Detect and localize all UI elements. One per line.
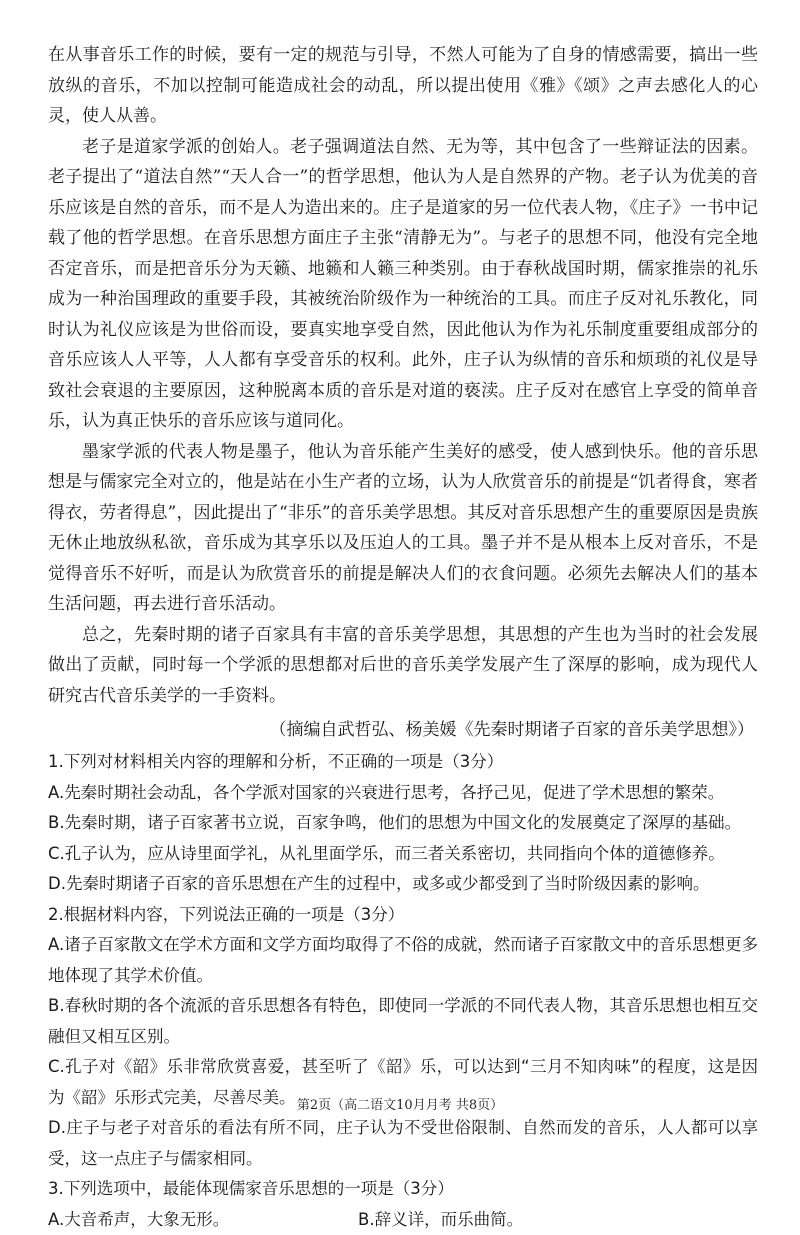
question-1-option-d: D.先秦时期诸子百家的音乐思想在产生的过程中，或多或少都受到了当时阶级因素的影响。 [48,869,758,900]
question-1-option-c: C.孔子认为，应从诗里面学礼，从礼里面学乐，而三者关系密切，共同指向个体的道德修养。 [48,839,758,870]
passage-paragraph-laozi-zhuangzi: 老子是道家学派的创始人。老子强调道法自然、无为等，其中包含了一些辩证法的因素。老子提出了“道法自然”“天人合一”的哲学思想，他认为人是自然界的产物。老子认为优美的音乐应该是自然的音乐，而不是人为造出来的。庄子是道家的另一位代表人物，《庄子》一书中记载了他的哲学思想。在音乐思想方面庄子主张“清静无为”。与老子的思想不同，他没有完全地否定音乐，而是把音乐分为天籁、地籁和人籁三种类别。由于春秋战国时期，儒家推崇的礼乐成为一种治国理政的重要手段，其被统治阶级作为一种统治的工具。而庄子反对礼乐教化，同时认为礼仪应该是为世俗而设，要真实地享受自然，因此他认为作为礼乐制度重要组成部分的音乐应该人人平等，人人都有享受音乐的权利。此外，庄子认为纵情的音乐和烦琐的礼仪是导致社会衰退的主要原因，这种脱离本质的音乐是对道的亵渎。庄子反对在感官上享受的简单音乐，认为真正快乐的音乐应该与道同化。 [48,132,758,437]
question-2-option-b: B.春秋时期的各个流派的音乐思想各有特色，即使同一学派的不同代表人物，其音乐思想也相互交融但又相互区别。 [48,991,758,1052]
passage-paragraph-mozi: 墨家学派的代表人物是墨子，他认为音乐能产生美好的感受，使人感到快乐。他的音乐思想是与儒家完全对立的，他是站在小生产者的立场，认为人欣赏音乐的前提是“饥者得食，寒者得衣，劳者得息”，因此提出了“非乐”的音乐美学思想。其反对音乐思想产生的重要原因是贵族无休止地放纵私欲，音乐成为其享乐以及压迫人的工具。墨子并不是从根本上反对音乐，不是觉得音乐不好听，而是认为欣赏音乐的前提是解决人们的衣食问题。必须先去解决人们的基本生活问题，再去进行音乐活动。 [48,437,758,620]
question-2 [48,900,758,1175]
question-3-stem: 3.下列选项中，最能体现儒家音乐思想的一项是（3分） [48,1174,758,1205]
passage-source: （摘编自武哲弘、杨美媛《先秦时期诸子百家的音乐美学思想》） [48,715,758,745]
question-3 [48,1174,758,1235]
question-2-option-c: C.孔子对《韶》乐非常欣赏喜爱，甚至听了《韶》乐，可以达到“三月不知肉味”的程度，这是因为《韶》乐形式完美，尽善尽美。 [48,1052,758,1113]
passage-paragraph-0: 在从事音乐工作的时候，要有一定的规范与引导，不然人可能为了自身的情感需要，搞出一些放纵的音乐，不加以控制可能造成社会的动乱，所以提出使用《雅》《颂》之声去感化人的心灵，使人从善。 [48,40,758,132]
passage-paragraph-conclusion: 总之，先秦时期的诸子百家具有丰富的音乐美学思想，其思想的产生也为当时的社会发展做出了贡献，同时每一个学派的思想都对后世的音乐美学发展产生了深厚的影响，成为现代人研究古代音乐美学的一手资料。 [48,620,758,712]
question-2-stem: 2.根据材料内容，下列说法正确的一项是（3分） [48,900,758,931]
question-3-option-a: A.大音希声，大象无形。 [48,1205,358,1235]
question-1 [48,747,758,900]
question-3-options-row [48,1205,758,1235]
question-1-option-a: A.先秦时期社会动乱，各个学派对国家的兴衰进行思考，各抒己见，促进了学术思想的繁荣。 [48,778,758,809]
page-footer: 第2页（高二语文10月月考 共8页） [0,1094,800,1113]
question-2-option-a: A.诸子百家散文在学术方面和文学方面均取得了不俗的成就，然而诸子百家散文中的音乐思想更多地体现了其学术价值。 [48,930,758,991]
question-2-option-d: D.庄子与老子对音乐的看法有所不同，庄子认为不受世俗限制、自然而发的音乐，人人都可以享受，这一点庄子与儒家相同。 [48,1113,758,1174]
exam-page [48,40,758,1235]
question-1-stem: 1.下列对材料相关内容的理解和分析，不正确的一项是（3分） [48,747,758,778]
question-3-option-b: B.辞义详，而乐曲简。 [358,1205,668,1235]
question-1-option-b: B.先秦时期，诸子百家著书立说，百家争鸣，他们的思想为中国文化的发展奠定了深厚的基础。 [48,808,758,839]
